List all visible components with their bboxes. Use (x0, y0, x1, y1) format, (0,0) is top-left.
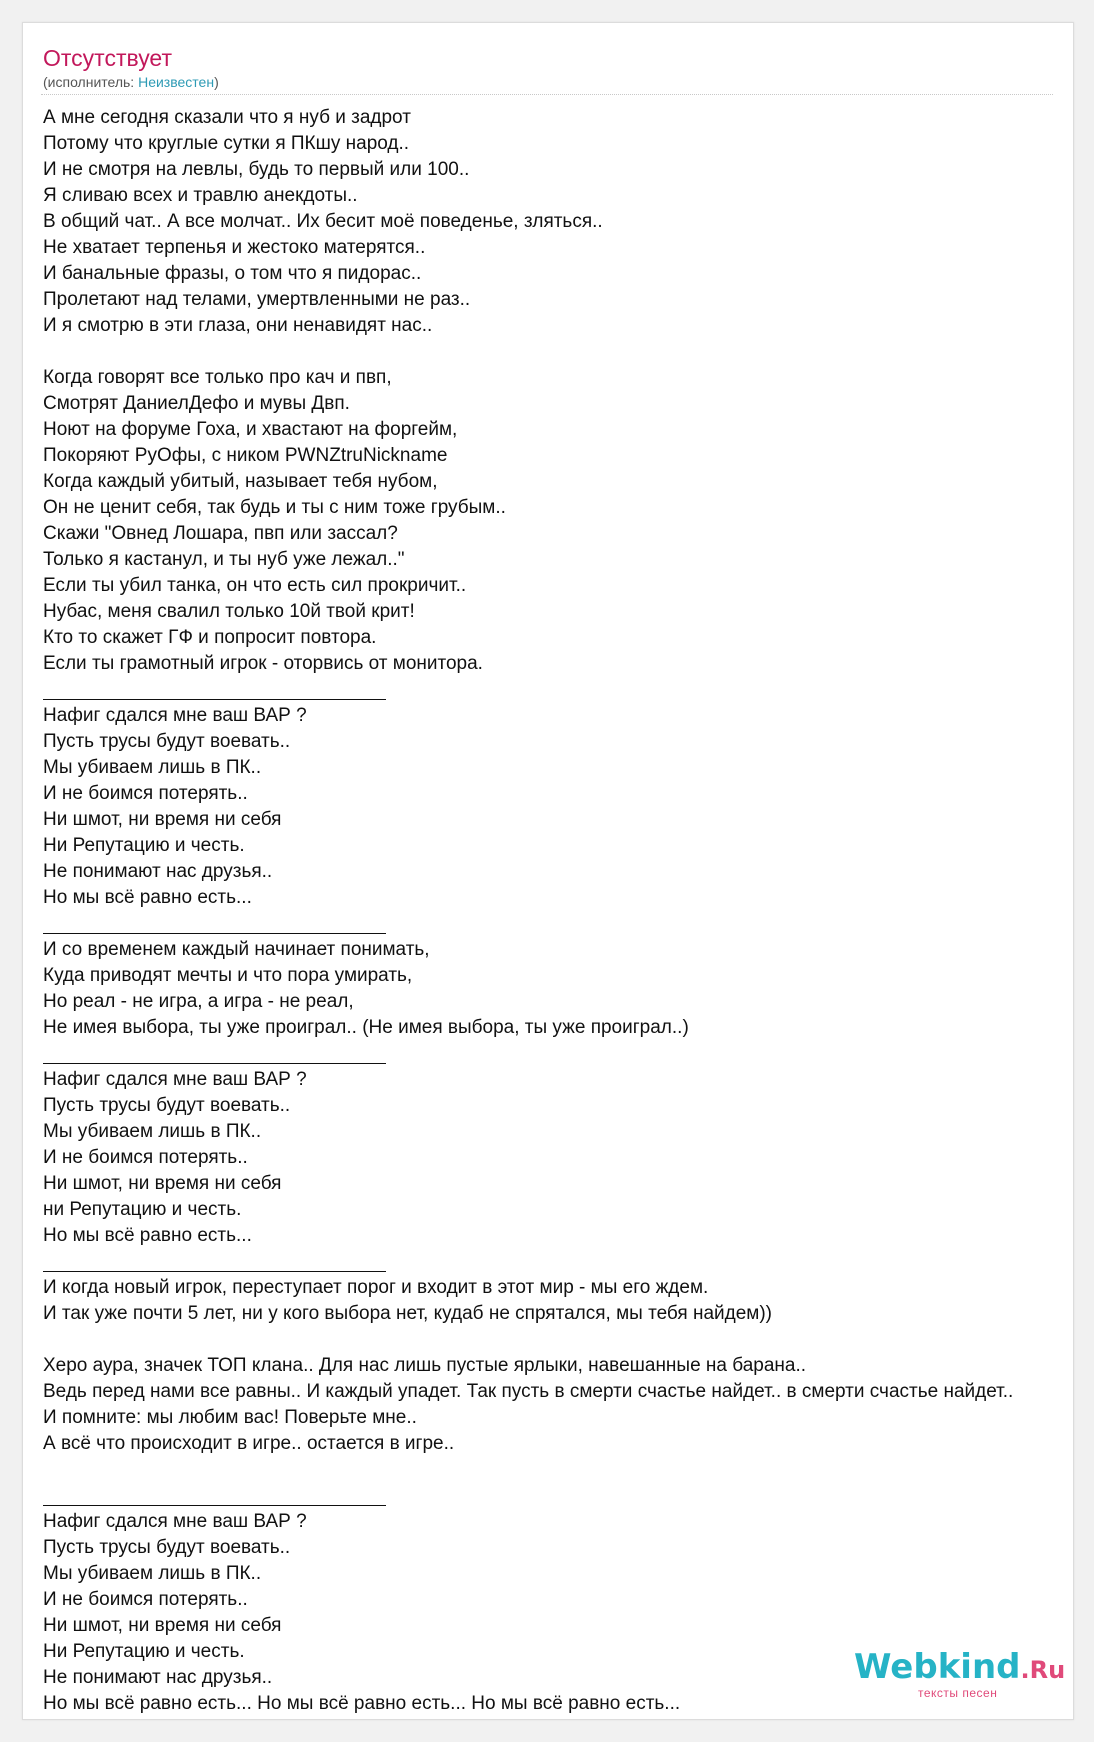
lyric-line: Не хватает терпенья и жестоко матерятся.. (43, 237, 426, 258)
lyric-line: В общий чат.. А все молчат.. Их бесит моё поведенье, зляться.. (43, 211, 603, 232)
lyric-line: И так уже почти 5 лет, ни у кого выбора нет, кудаб не спрятался, мы тебя найдем)) (43, 1303, 772, 1324)
lyric-line: Если ты грамотный игрок - оторвись от монитора. (43, 653, 483, 674)
lyric-line: Нубас, меня свалил только 10й твой крит! (43, 601, 415, 622)
logo-brand: Webkind (854, 1647, 1021, 1687)
lyric-line: Он не ценит себя, так будь и ты с ним тоже грубым.. (43, 497, 506, 518)
lyric-line: А мне сегодня сказали что я нуб и задрот (43, 107, 411, 128)
lyric-line: Но мы всё равно есть... (43, 1225, 252, 1246)
blank-line (43, 1327, 1074, 1353)
artist-suffix: ) (214, 74, 219, 90)
artist-prefix: (исполнитель: (43, 74, 139, 90)
verse-separator (43, 677, 1074, 703)
lyric-line: Но реал - не игра, а игра - не реал, (43, 991, 354, 1012)
lyric-line: И не боимся потерять.. (43, 1147, 248, 1168)
lyric-line: Скажи "Овнед Лошара, пвп или зассал? (43, 523, 398, 544)
lyric-line: Не понимают нас друзья.. (43, 1667, 273, 1688)
lyric-line: Когда каждый убитый, называет тебя нубом, (43, 471, 438, 492)
lyric-line: И помните: мы любим вас! Поверьте мне.. (43, 1407, 417, 1428)
song-title: Отсутствует (43, 45, 172, 71)
lyric-line: Херо аура, значек ТОП клана.. Для нас лишь пустые ярлыки, навешанные на барана.. (43, 1355, 807, 1376)
lyric-line: Не имея выбора, ты уже проиграл.. (Не имея выбора, ты уже проиграл..) (43, 1017, 689, 1038)
lyric-line: Кто то скажет ГФ и попросит повтора. (43, 627, 377, 648)
lyric-line: Нафиг сдался мне ваш ВАР ? (43, 1069, 307, 1090)
verse-separator (43, 1041, 1074, 1067)
lyric-line: И я смотрю в эти глаза, они ненавидят нас.. (43, 315, 433, 336)
logo-tld: .Ru (1020, 1656, 1066, 1684)
blank-line (43, 1457, 1074, 1483)
lyric-line: Мы убиваем лишь в ПК.. (43, 1121, 262, 1142)
lyric-line: Пусть трусы будут воевать.. (43, 1537, 291, 1558)
lyric-line: Ни Репутацию и честь. (43, 835, 245, 856)
lyric-line: И не смотря на левлы, будь то первый или 100.. (43, 159, 470, 180)
lyric-line: Потому что круглые сутки я ПКшу народ.. (43, 133, 410, 154)
header-divider (41, 94, 1053, 95)
lyric-line: И когда новый игрок, переступает порог и входит в этот мир - мы его ждем. (43, 1277, 709, 1298)
lyric-line: Ноют на форуме Гоха, и хвастают на форгейм, (43, 419, 458, 440)
lyric-line: Пусть трусы будут воевать.. (43, 731, 291, 752)
lyric-line: И банальные фразы, о том что я пидорас.. (43, 263, 422, 284)
logo-tagline: тексты песен (918, 1686, 998, 1700)
lyric-line: Пусть трусы будут воевать.. (43, 1095, 291, 1116)
lyric-line: Ни шмот, ни время ни себя (43, 809, 282, 830)
lyric-line: Но мы всё равно есть... Но мы всё равно есть... Но мы всё равно есть... (43, 1693, 681, 1714)
lyric-line: Пролетают над телами, умертвленными не раз.. (43, 289, 471, 310)
lyric-line: И со временем каждый начинает понимать, (43, 939, 430, 960)
lyric-line: Я сливаю всех и травлю анекдоты.. (43, 185, 358, 206)
lyric-line: ни Репутацию и честь. (43, 1199, 242, 1220)
lyric-line: Нафиг сдался мне ваш ВАР ? (43, 1511, 307, 1532)
lyric-line: Нафиг сдался мне ваш ВАР ? (43, 705, 307, 726)
lyric-line: Смотрят ДаниелДефо и мувы Двп. (43, 393, 350, 414)
artist-line (43, 73, 219, 91)
verse-separator (43, 911, 1074, 937)
lyric-line: Покоряют РуОфы, с ником PWNZtruNickname (43, 445, 448, 466)
lyric-line: Мы убиваем лишь в ПК.. (43, 757, 262, 778)
lyrics-card (22, 22, 1074, 1720)
lyric-line: И не боимся потерять.. (43, 1589, 248, 1610)
lyric-line: Ни Репутацию и честь. (43, 1641, 245, 1662)
artist-link[interactable]: Неизвестен (138, 74, 215, 90)
lyric-line: Если ты убил танка, он что есть сил прокричит.. (43, 575, 467, 596)
lyrics-body (43, 105, 1074, 1717)
blank-line (43, 339, 1074, 365)
verse-separator (43, 1483, 1074, 1509)
lyric-line: А всё что происходит в игре.. остается в игре.. (43, 1433, 455, 1454)
lyric-line: Ведь перед нами все равны.. И каждый упадет. Так пусть в смерти счастье найдет.. в смерти счастье найдет.. (43, 1381, 1014, 1402)
lyric-line: Когда говорят все только про кач и пвп, (43, 367, 392, 388)
lyric-line: Ни шмот, ни время ни себя (43, 1615, 282, 1636)
lyric-line: Куда приводят мечты и что пора умирать, (43, 965, 413, 986)
lyric-line: Не понимают нас друзья.. (43, 861, 273, 882)
lyric-line: Ни шмот, ни время ни себя (43, 1173, 282, 1194)
lyric-line: Мы убиваем лишь в ПК.. (43, 1563, 262, 1584)
lyric-line: И не боимся потерять.. (43, 783, 248, 804)
verse-separator (43, 1249, 1074, 1275)
lyric-line: Только я кастанул, и ты нуб уже лежал.." (43, 549, 405, 570)
lyric-line: Но мы всё равно есть... (43, 887, 252, 908)
